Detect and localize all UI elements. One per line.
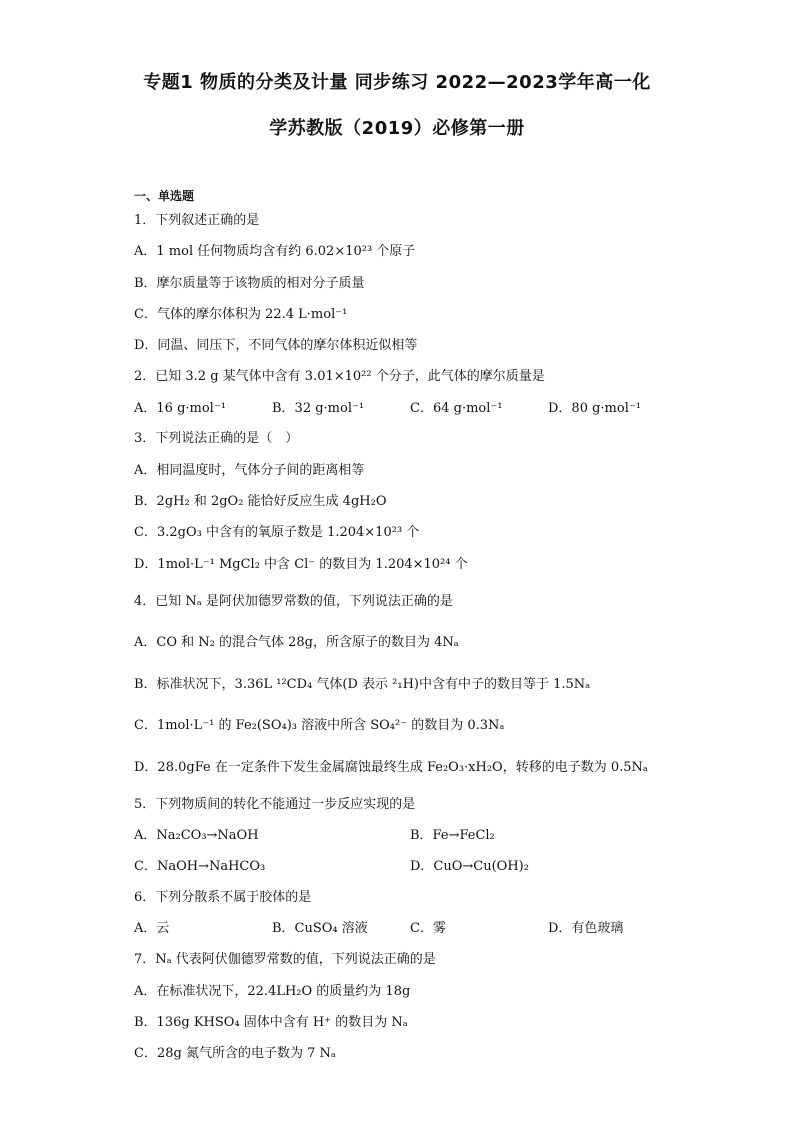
question-option: A．1 mol 任何物质均含有约 6.02×10²³ 个原子 — [134, 244, 416, 259]
question-option: D．同温、同压下，不同气体的摩尔体积近似相等 — [134, 338, 418, 353]
question-option: D．1mol·L⁻¹ MgCl₂ 中含 Cl⁻ 的数目为 1.204×10²⁴ 个 — [134, 557, 468, 572]
section-heading: 一、单选题 — [134, 189, 195, 203]
question-option: A．CO 和 N₂ 的混合气体 28g，所含原子的数目为 4Nₐ — [134, 635, 459, 650]
question-option: B．136g KHSO₄ 固体中含有 H⁺ 的数目为 Nₐ — [134, 1015, 408, 1030]
question-stem: 5．下列物质间的转化不能通过一步反应实现的是 — [134, 797, 416, 812]
question-option: C．气体的摩尔体积为 22.4 L·mol⁻¹ — [134, 307, 348, 322]
question-stem: 2．已知 3.2 g 某气体中含有 3.01×10²² 个分子，此气体的摩尔质量是 — [134, 369, 545, 384]
question-stem: 4．已知 Nₐ 是阿伏加德罗常数的值，下列说法正确的是 — [134, 594, 453, 609]
question-option: C．1mol·L⁻¹ 的 Fe₂(SO₄)₃ 溶液中所含 SO₄²⁻ 的数目为 0.3Nₐ — [134, 718, 505, 733]
question-option: A．相同温度时，气体分子间的距离相等 — [134, 463, 365, 478]
question-option: C．雾 — [410, 921, 446, 936]
doc-title-line2: 学苏教版（2019）必修第一册 — [269, 118, 525, 139]
question-stem: 6．下列分散系不属于胶体的是 — [134, 890, 312, 905]
question-stem: 1．下列叙述正确的是 — [134, 213, 260, 228]
question-option: C．NaOH→NaHCO₃ — [134, 859, 266, 874]
question-option: A．在标准状况下，22.4LH₂O 的质量约为 18g — [134, 984, 411, 999]
question-option: B．Fe→FeCl₂ — [410, 828, 495, 843]
question-option: D．有色玻璃 — [548, 921, 624, 936]
question-option: C．64 g·mol⁻¹ — [410, 401, 503, 416]
question-option: B．32 g·mol⁻¹ — [272, 401, 365, 416]
question-option: A．云 — [134, 921, 170, 936]
question-option: B．标准状况下，3.36L ¹²CD₄ 气体(D 表示 ²₁H)中含有中子的数目等于 1.5Nₐ — [134, 677, 591, 692]
question-option: D．CuO→Cu(OH)₂ — [410, 859, 529, 874]
question-option: C．3.2gO₃ 中含有的氧原子数是 1.204×10²³ 个 — [134, 525, 420, 540]
question-option: D．28.0gFe 在一定条件下发生金属腐蚀最终生成 Fe₂O₃·xH₂O，转移的电子数为 0.5Nₐ — [134, 760, 648, 775]
doc-title-line1: 专题1 物质的分类及计量 同步练习 2022—2023学年高一化 — [143, 72, 651, 93]
question-option: A．16 g·mol⁻¹ — [134, 401, 226, 416]
question-option: B．摩尔质量等于该物质的相对分子质量 — [134, 276, 365, 291]
question-option: D．80 g·mol⁻¹ — [548, 401, 641, 416]
question-option: B．CuSO₄ 溶液 — [272, 921, 368, 936]
question-stem: 3．下列说法正确的是（ ） — [134, 431, 299, 446]
question-stem: 7．Nₐ 代表阿伏伽德罗常数的值，下列说法正确的是 — [134, 952, 436, 967]
question-option: A．Na₂CO₃→NaOH — [134, 828, 259, 843]
question-option: C．28g 氮气所含的电子数为 7 Nₐ — [134, 1046, 336, 1061]
question-option: B．2gH₂ 和 2gO₂ 能恰好反应生成 4gH₂O — [134, 494, 387, 509]
